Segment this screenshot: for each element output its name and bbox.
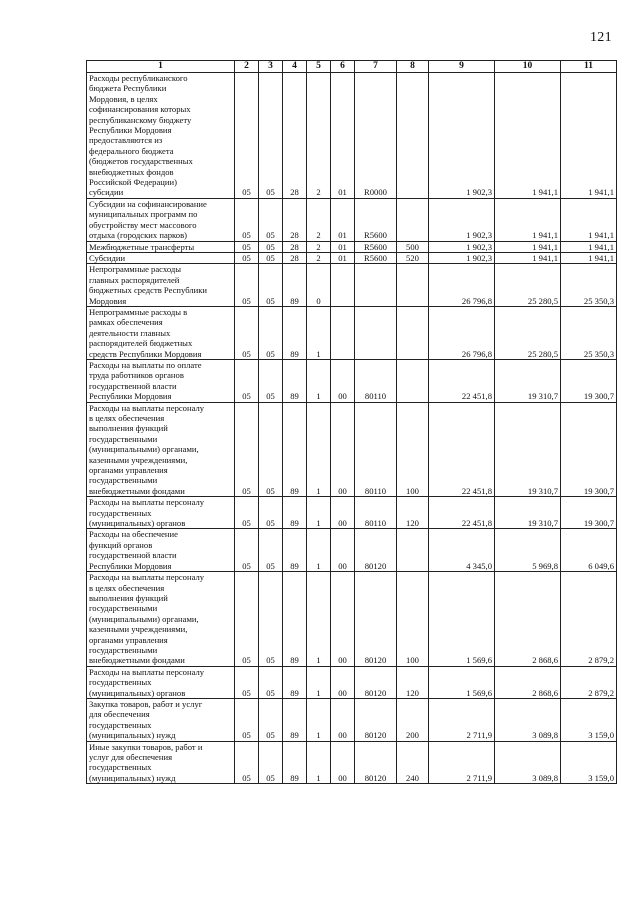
amount-cell: 19 310,7 xyxy=(495,402,561,497)
page-number: 121 xyxy=(590,30,612,45)
row-name-cell xyxy=(87,572,235,667)
amount-cell: 22 451,8 xyxy=(429,497,495,529)
code-cell: 01 xyxy=(331,252,355,263)
code-cell: 80120 xyxy=(355,529,397,572)
code-cell: 05 xyxy=(259,241,283,252)
code-cell: 100 xyxy=(397,572,429,667)
code-cell: 00 xyxy=(331,741,355,784)
row-name-cell xyxy=(87,241,235,252)
table-row xyxy=(87,529,617,572)
code-cell: 05 xyxy=(259,497,283,529)
amount-cell: 2 879,2 xyxy=(561,666,617,698)
code-cell: 89 xyxy=(283,698,307,741)
code-cell xyxy=(397,73,429,199)
amount-cell: 1 941,1 xyxy=(561,73,617,199)
code-cell: 80120 xyxy=(355,572,397,667)
row-name-cell xyxy=(87,741,235,784)
code-cell xyxy=(397,359,429,402)
amount-cell: 1 902,3 xyxy=(429,73,495,199)
amount-cell: 6 049,6 xyxy=(561,529,617,572)
code-cell: 05 xyxy=(259,572,283,667)
table-row xyxy=(87,198,617,241)
row-name-text: Иные закупки товаров, работ и услуг для обеспечения государственных (муниципальных) нужд xyxy=(89,741,203,783)
code-cell xyxy=(397,529,429,572)
row-name-text: Расходы на выплаты по оплате труда работников органов государственной власти Республики Мордовия xyxy=(89,359,202,402)
amount-cell: 2 868,6 xyxy=(495,666,561,698)
code-cell: 89 xyxy=(283,497,307,529)
header-cell: 3 xyxy=(259,61,283,73)
amount-cell: 22 451,8 xyxy=(429,359,495,402)
row-name-text: Субсидии на софинансирование муниципальных программ по обустройству мест массового отдыха (городских парков) xyxy=(89,198,207,241)
row-name-text: Субсидии xyxy=(89,252,126,263)
code-cell: 05 xyxy=(259,666,283,698)
code-cell: 01 xyxy=(331,198,355,241)
amount-cell: 1 941,1 xyxy=(495,198,561,241)
code-cell: 05 xyxy=(259,198,283,241)
code-cell: 28 xyxy=(283,252,307,263)
amount-cell: 1 902,3 xyxy=(429,198,495,241)
row-name-text: Расходы на выплаты персоналу в целях обеспечения выполнения функций государственными (муниципальными) органами, казенными учреждениями, органами управления государственными внебюджетными фондами xyxy=(89,402,205,496)
code-cell: 00 xyxy=(331,529,355,572)
amount-cell: 1 902,3 xyxy=(429,252,495,263)
amount-cell: 3 159,0 xyxy=(561,698,617,741)
code-cell: 2 xyxy=(307,241,331,252)
code-cell: 05 xyxy=(259,741,283,784)
amount-cell: 19 310,7 xyxy=(495,359,561,402)
header-cell: 9 xyxy=(429,61,495,73)
row-name-cell xyxy=(87,497,235,529)
code-cell: 89 xyxy=(283,264,307,307)
code-cell: 80110 xyxy=(355,497,397,529)
code-cell: 520 xyxy=(397,252,429,263)
amount-cell: 19 310,7 xyxy=(495,497,561,529)
code-cell: 00 xyxy=(331,666,355,698)
amount-cell: 25 280,5 xyxy=(495,264,561,307)
header-cell: 11 xyxy=(561,61,617,73)
amount-cell: 26 796,8 xyxy=(429,264,495,307)
row-name-cell xyxy=(87,666,235,698)
amount-cell: 25 350,3 xyxy=(561,306,617,359)
code-cell: 00 xyxy=(331,402,355,497)
code-cell: 05 xyxy=(235,497,259,529)
code-cell: 1 xyxy=(307,402,331,497)
header-cell: 1 xyxy=(87,61,235,73)
code-cell: 00 xyxy=(331,359,355,402)
row-name-text: Непрограммные расходы в рамках обеспечения деятельности главных распорядителей бюджетных средств Республики Мордовия xyxy=(89,306,202,359)
row-name-cell xyxy=(87,529,235,572)
row-name-cell xyxy=(87,306,235,359)
amount-cell: 4 345,0 xyxy=(429,529,495,572)
table-body xyxy=(87,73,617,784)
amount-cell: 3 159,0 xyxy=(561,741,617,784)
budget-table xyxy=(86,60,617,784)
code-cell: 89 xyxy=(283,572,307,667)
code-cell: 28 xyxy=(283,73,307,199)
code-cell: 05 xyxy=(235,572,259,667)
code-cell: R5600 xyxy=(355,252,397,263)
code-cell: 80110 xyxy=(355,402,397,497)
code-cell: 2 xyxy=(307,73,331,199)
code-cell: 05 xyxy=(259,306,283,359)
row-name-cell xyxy=(87,359,235,402)
code-cell: 89 xyxy=(283,402,307,497)
code-cell: 80120 xyxy=(355,698,397,741)
code-cell: 120 xyxy=(397,666,429,698)
code-cell xyxy=(355,264,397,307)
header-row xyxy=(87,61,617,73)
amount-cell: 3 089,8 xyxy=(495,698,561,741)
code-cell: R5600 xyxy=(355,241,397,252)
table-row xyxy=(87,306,617,359)
amount-cell: 3 089,8 xyxy=(495,741,561,784)
table-row xyxy=(87,73,617,199)
amount-cell: 25 280,5 xyxy=(495,306,561,359)
code-cell: 1 xyxy=(307,529,331,572)
code-cell: 80120 xyxy=(355,666,397,698)
table-header xyxy=(87,61,617,73)
row-name-cell xyxy=(87,73,235,199)
header-cell: 4 xyxy=(283,61,307,73)
code-cell: 05 xyxy=(235,698,259,741)
code-cell: 01 xyxy=(331,241,355,252)
row-name-text: Непрограммные расходы главных распорядителей бюджетных средств Республики Мордовия xyxy=(89,264,208,306)
row-name-text: Расходы на выплаты персоналу государственных (муниципальных) органов xyxy=(89,497,205,529)
code-cell: 89 xyxy=(283,741,307,784)
amount-cell: 1 941,1 xyxy=(495,73,561,199)
code-cell: 100 xyxy=(397,402,429,497)
code-cell xyxy=(397,306,429,359)
code-cell xyxy=(331,306,355,359)
code-cell: 05 xyxy=(235,402,259,497)
amount-cell: 1 941,1 xyxy=(561,241,617,252)
code-cell: 05 xyxy=(235,241,259,252)
code-cell: 89 xyxy=(283,359,307,402)
row-name-cell xyxy=(87,252,235,263)
code-cell: 200 xyxy=(397,698,429,741)
code-cell: 2 xyxy=(307,252,331,263)
code-cell: R5600 xyxy=(355,198,397,241)
row-name-cell xyxy=(87,198,235,241)
code-cell xyxy=(331,264,355,307)
code-cell: 05 xyxy=(235,73,259,199)
code-cell: 00 xyxy=(331,698,355,741)
amount-cell: 1 569,6 xyxy=(429,666,495,698)
amount-cell: 2 879,2 xyxy=(561,572,617,667)
code-cell: 05 xyxy=(259,252,283,263)
code-cell: 80110 xyxy=(355,359,397,402)
code-cell: 05 xyxy=(235,264,259,307)
table-row xyxy=(87,359,617,402)
row-name-cell xyxy=(87,264,235,307)
row-name-text: Расходы на обеспечение функций органов государственной власти Республики Мордовия xyxy=(89,529,178,571)
row-name-text: Межбюджетные трансферты xyxy=(89,241,195,252)
row-name-cell xyxy=(87,698,235,741)
code-cell: 89 xyxy=(283,306,307,359)
code-cell: 80120 xyxy=(355,741,397,784)
header-cell: 8 xyxy=(397,61,429,73)
code-cell: 1 xyxy=(307,497,331,529)
amount-cell: 19 300,7 xyxy=(561,497,617,529)
table-row xyxy=(87,402,617,497)
amount-cell: 1 902,3 xyxy=(429,241,495,252)
header-cell: 5 xyxy=(307,61,331,73)
table-row xyxy=(87,497,617,529)
code-cell: 500 xyxy=(397,241,429,252)
code-cell: 05 xyxy=(259,264,283,307)
amount-cell: 19 300,7 xyxy=(561,359,617,402)
amount-cell: 1 941,1 xyxy=(495,241,561,252)
code-cell: 1 xyxy=(307,666,331,698)
amount-cell: 1 941,1 xyxy=(561,252,617,263)
code-cell: 2 xyxy=(307,198,331,241)
code-cell: 05 xyxy=(259,698,283,741)
code-cell: 05 xyxy=(235,741,259,784)
amount-cell: 19 300,7 xyxy=(561,402,617,497)
code-cell: 120 xyxy=(397,497,429,529)
row-name-text: Закупка товаров, работ и услуг для обеспечения государственных (муниципальных) нужд xyxy=(89,698,203,741)
code-cell: 89 xyxy=(283,529,307,572)
table-row xyxy=(87,264,617,307)
code-cell: 1 xyxy=(307,741,331,784)
amount-cell: 25 350,3 xyxy=(561,264,617,307)
header-cell: 7 xyxy=(355,61,397,73)
table-row xyxy=(87,666,617,698)
table-row xyxy=(87,572,617,667)
amount-cell: 1 941,1 xyxy=(495,252,561,263)
header-cell: 2 xyxy=(235,61,259,73)
table-row xyxy=(87,241,617,252)
code-cell: 05 xyxy=(235,306,259,359)
code-cell: 05 xyxy=(259,73,283,199)
row-name-text: Расходы на выплаты персоналу государственных (муниципальных) органов xyxy=(89,666,205,698)
amount-cell: 5 969,8 xyxy=(495,529,561,572)
code-cell: 01 xyxy=(331,73,355,199)
amount-cell: 22 451,8 xyxy=(429,402,495,497)
row-name-text: Расходы республиканского бюджета Республики Мордовия, в целях софинансирования которых республиканскому бюджету Республики Мордовия предоставляются из федерального бюджета (бюджетов государственных внебюджетных фондов Российской Федерации) субсидии xyxy=(89,73,193,198)
code-cell: 1 xyxy=(307,698,331,741)
code-cell xyxy=(397,198,429,241)
code-cell: 05 xyxy=(235,359,259,402)
code-cell: 00 xyxy=(331,497,355,529)
code-cell: 28 xyxy=(283,241,307,252)
code-cell: 00 xyxy=(331,572,355,667)
code-cell: 28 xyxy=(283,198,307,241)
amount-cell: 2 711,9 xyxy=(429,698,495,741)
amount-cell: 2 868,6 xyxy=(495,572,561,667)
code-cell: R0000 xyxy=(355,73,397,199)
code-cell: 05 xyxy=(235,529,259,572)
row-name-text: Расходы на выплаты персоналу в целях обеспечения выполнения функций государственными (муниципальными) органами, казенными учреждениями, органами управления государственными внебюджетными фондами xyxy=(89,572,205,666)
code-cell: 05 xyxy=(235,198,259,241)
code-cell: 05 xyxy=(259,359,283,402)
code-cell: 05 xyxy=(259,402,283,497)
code-cell: 0 xyxy=(307,264,331,307)
row-name-cell xyxy=(87,402,235,497)
header-cell: 6 xyxy=(331,61,355,73)
code-cell: 05 xyxy=(235,666,259,698)
code-cell: 05 xyxy=(235,252,259,263)
table-row xyxy=(87,741,617,784)
amount-cell: 2 711,9 xyxy=(429,741,495,784)
table-row xyxy=(87,252,617,263)
code-cell: 05 xyxy=(259,529,283,572)
code-cell: 1 xyxy=(307,306,331,359)
code-cell: 240 xyxy=(397,741,429,784)
header-cell: 10 xyxy=(495,61,561,73)
code-cell xyxy=(397,264,429,307)
amount-cell: 1 569,6 xyxy=(429,572,495,667)
code-cell: 1 xyxy=(307,572,331,667)
code-cell: 1 xyxy=(307,359,331,402)
amount-cell: 1 941,1 xyxy=(561,198,617,241)
amount-cell: 26 796,8 xyxy=(429,306,495,359)
code-cell: 89 xyxy=(283,666,307,698)
code-cell xyxy=(355,306,397,359)
table-row xyxy=(87,698,617,741)
